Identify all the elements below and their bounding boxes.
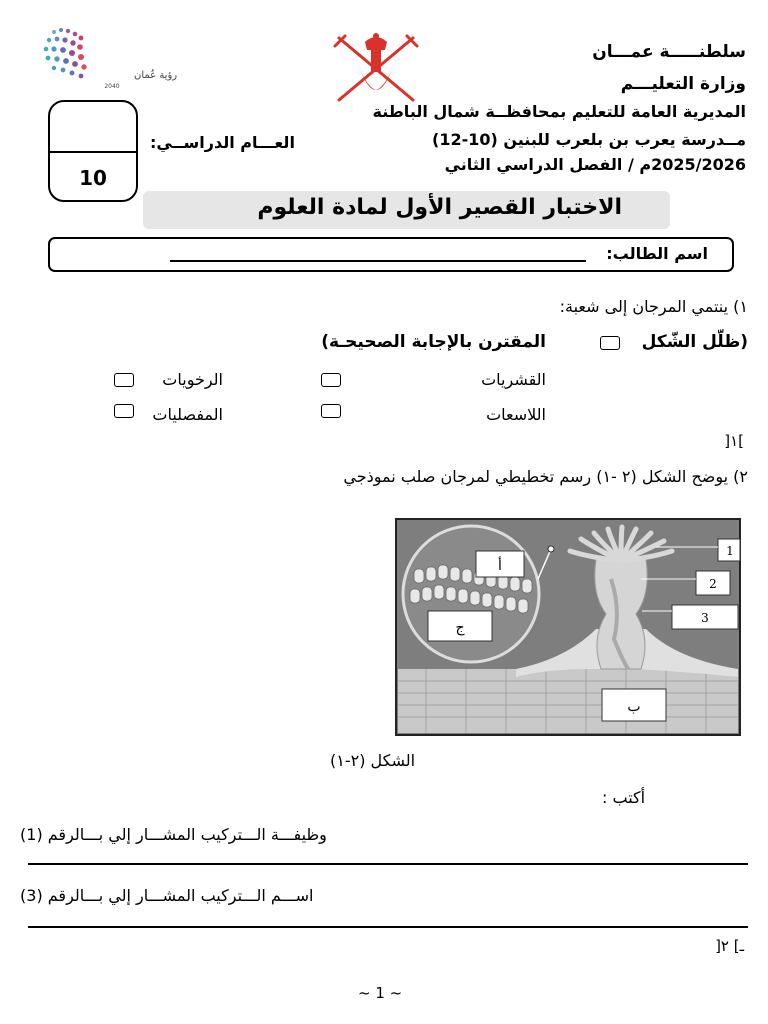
- figure-label-a: أ: [498, 558, 502, 574]
- header-ministry: وزارة التعليـــم: [620, 74, 746, 94]
- academic-year-label: العـــام الدراســي:: [150, 133, 295, 152]
- student-name-label: اسم الطالب:: [606, 244, 708, 263]
- q1-option-mollusks: الرخويات: [162, 370, 223, 389]
- answer-line-1[interactable]: [28, 863, 748, 865]
- quiz-title-bar: [143, 191, 670, 229]
- page-number: ~ 1 ~: [358, 984, 403, 1002]
- coral-polyp-diagram: [396, 519, 740, 735]
- header-term: 2025/2026م / الفصل الدراسي الثاني: [444, 155, 746, 174]
- grade-number: 10: [79, 166, 107, 190]
- figure-caption: الشكل (٢-١): [330, 751, 416, 770]
- grade-box-divider: [50, 151, 136, 153]
- oman-vision-2040-logo: [34, 22, 178, 102]
- figure-label-3: 3: [701, 611, 709, 625]
- q2-item-name-3: اســـم الـــتركيب المشـــار إلي بـــالرقم (3): [20, 886, 314, 905]
- figure-label-1: 1: [726, 544, 734, 558]
- q1-text: ١) ينتمي المرجان إلى شعبة:: [559, 297, 748, 316]
- q2-item-function-1: وظيفـــة الـــتركيب المشـــار إلي بـــالرقم (1): [20, 825, 327, 844]
- q2-text: ٢) يوضح الشكل (٢ -١) رسم تخطيطي لمرجان صلب نموذجي: [343, 467, 748, 486]
- vision-logo-text: رؤية عُمان: [134, 70, 178, 81]
- figure-label-b: ب: [627, 699, 641, 715]
- figure-label-c: ج: [455, 620, 465, 636]
- instruction-shape-icon: [600, 336, 620, 350]
- q1-option-arthropods-checkbox[interactable]: [114, 404, 134, 418]
- grade-box: [48, 100, 138, 202]
- write-instruction: أكتب :: [602, 788, 646, 807]
- answer-line-2[interactable]: [28, 926, 748, 928]
- q1-option-cnidarians: اللاسعات: [486, 405, 546, 424]
- q1-instruction-b: المقترن بالإجابة الصحيحـة): [321, 332, 546, 352]
- vision-logo-dots: [44, 28, 87, 78]
- q1-option-arthropods: المفصليات: [152, 405, 223, 424]
- quiz-title: الاختبار القصير الأول لمادة العلوم: [257, 195, 622, 220]
- header-directorate: المديرية العامة للتعليم بمحافظــة شمال الباطنة: [372, 102, 746, 121]
- q1-option-cnidarians-checkbox[interactable]: [321, 404, 341, 418]
- oman-national-emblem: [325, 28, 427, 108]
- header-school: مــدرسة يعرب بن بلعرب للبنين (10-12): [432, 130, 746, 149]
- q1-option-crustaceans-checkbox[interactable]: [321, 373, 341, 387]
- q2-mark: ـ] ٢[: [715, 937, 744, 955]
- student-name-box: [48, 237, 734, 272]
- student-name-field[interactable]: [170, 260, 586, 262]
- q1-mark: ]١[: [724, 432, 744, 450]
- q1-instruction-a: (ظلّل الشّكل: [641, 332, 748, 352]
- vision-logo-year: 2040: [104, 83, 120, 90]
- figure-label-2: 2: [709, 577, 717, 591]
- q1-option-crustaceans: القشريات: [481, 370, 546, 389]
- header-sultanate: سلطنـــــة عمـــان: [592, 42, 746, 62]
- q1-option-mollusks-checkbox[interactable]: [114, 373, 134, 387]
